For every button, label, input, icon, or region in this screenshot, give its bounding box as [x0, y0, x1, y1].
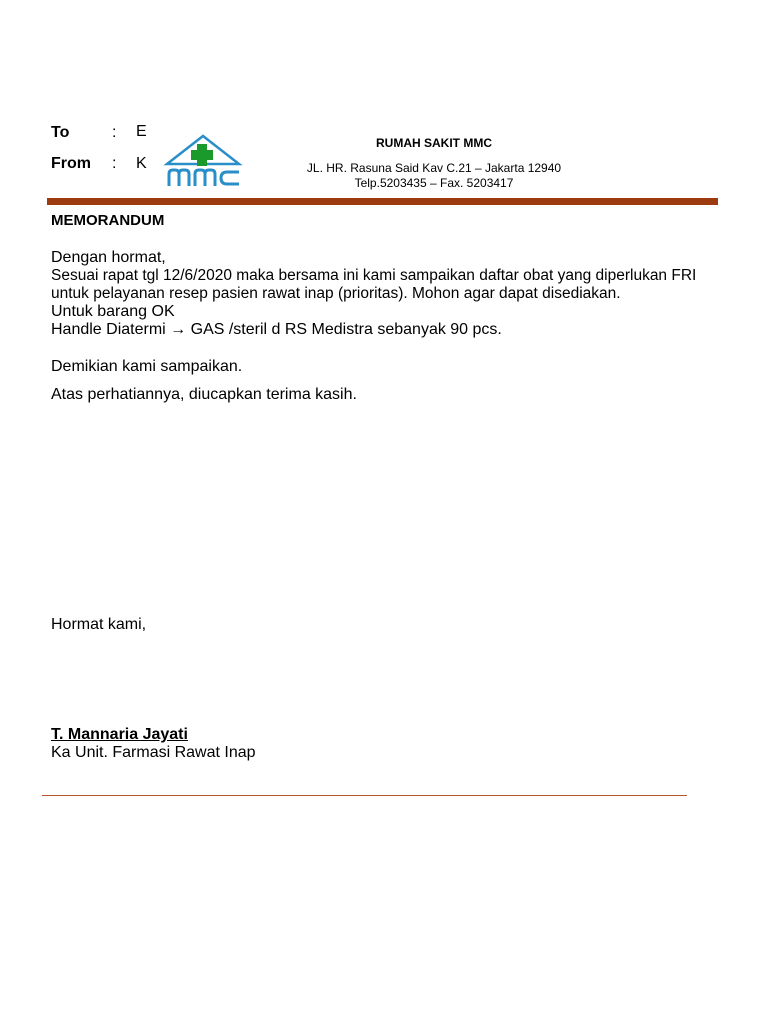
salutation: Hormat kami, — [51, 616, 147, 633]
arrow-right-icon: → — [170, 321, 187, 338]
body-line-4-suffix: GAS /steril d RS Medistra sebanyak 90 pcs. — [190, 321, 502, 338]
footer-divider — [42, 795, 687, 796]
body-line-4 — [51, 321, 502, 339]
to-label: To — [51, 124, 70, 141]
greeting: Dengan hormat, — [51, 249, 166, 266]
signatory-position: Ka Unit. Farmasi Rawat Inap — [51, 744, 256, 761]
hospital-address: JL. HR. Rasuna Said Kav C.21 – Jakarta 12940 — [306, 161, 562, 175]
closing-line-2: Atas perhatiannya, diucapkan terima kasih. — [51, 386, 357, 403]
signatory-name: T. Mannaria Jayati — [51, 726, 188, 743]
body-line-4-prefix: Handle Diatermi — [51, 321, 166, 338]
from-label: From — [51, 155, 91, 172]
to-colon: : — [112, 124, 117, 141]
hospital-name: RUMAH SAKIT MMC — [376, 136, 492, 150]
hospital-phone: Telp.5203435 – Fax. 5203417 — [354, 176, 514, 190]
from-value: K — [136, 155, 147, 172]
header-divider — [47, 198, 718, 205]
memo-title: MEMORANDUM — [51, 212, 165, 229]
mmc-cross-logo-icon — [163, 134, 243, 190]
body-line-3: Untuk barang OK — [51, 303, 175, 320]
to-value: E — [136, 123, 147, 140]
closing-line-1: Demikian kami sampaikan. — [51, 358, 243, 375]
from-colon: : — [112, 155, 117, 172]
body-line-2: untuk pelayanan resep pasien rawat inap (prioritas). Mohon agar dapat disediakan. — [51, 285, 621, 302]
body-line-1: Sesuai rapat tgl 12/6/2020 maka bersama ini kami sampaikan daftar obat yang diperlukan FRI — [51, 267, 697, 284]
